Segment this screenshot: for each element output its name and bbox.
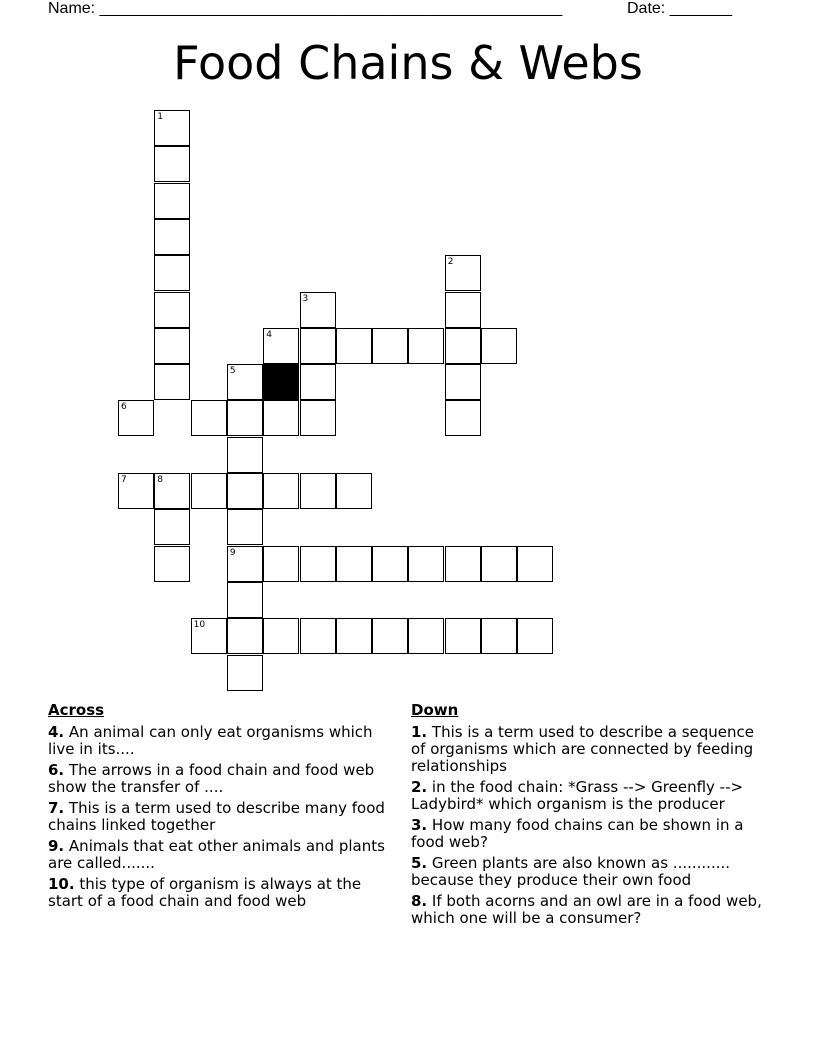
crossword-cell[interactable] — [408, 546, 444, 582]
clue-text: An animal can only eat organisms which live in its.... — [48, 723, 373, 758]
clue-text: This is a term used to describe a sequence of organisms which are connected by feeding relationships — [411, 723, 755, 775]
clue-text: The arrows in a food chain and food web show the transfer of .... — [48, 761, 375, 796]
crossword-cell[interactable] — [445, 400, 481, 436]
crossword-cell[interactable] — [300, 546, 336, 582]
clue-number: 6. — [48, 761, 65, 779]
crossword-cell[interactable] — [300, 400, 336, 436]
crossword-cell[interactable] — [372, 546, 408, 582]
clue-number: 8. — [411, 892, 428, 910]
crossword-cell[interactable] — [118, 400, 154, 436]
crossword-cell[interactable] — [445, 292, 481, 328]
crossword-cell[interactable] — [517, 546, 553, 582]
crossword-cell[interactable] — [445, 618, 481, 654]
cell-number: 5 — [229, 366, 236, 377]
crossword-cell[interactable] — [481, 618, 517, 654]
crossword-cell[interactable] — [154, 473, 190, 509]
down-heading: Down — [411, 701, 459, 719]
cell-number: 3 — [302, 293, 309, 304]
crossword-cell[interactable] — [445, 364, 481, 400]
black-square — [263, 364, 299, 400]
clue-across-10 — [48, 876, 393, 910]
crossword-cell[interactable] — [154, 292, 190, 328]
crossword-cell[interactable] — [191, 473, 227, 509]
crossword-cell[interactable] — [300, 473, 336, 509]
crossword-cell[interactable] — [336, 618, 372, 654]
crossword-cell[interactable] — [336, 473, 372, 509]
clue-number: 7. — [48, 799, 65, 817]
clue-text: this type of organism is always at the start of a food chain and food web — [48, 875, 362, 910]
crossword-cell[interactable] — [300, 328, 336, 364]
clue-number: 2. — [411, 778, 428, 796]
crossword-cell[interactable] — [481, 328, 517, 364]
crossword-cell[interactable] — [227, 655, 263, 691]
crossword-cell[interactable] — [154, 546, 190, 582]
cell-number: 8 — [157, 475, 164, 485]
crossword-cell[interactable] — [336, 328, 372, 364]
clue-number: 1. — [411, 723, 428, 741]
clue-text: How many food chains can be shown in a food web? — [411, 816, 744, 851]
cell-number: 2 — [447, 257, 454, 268]
crossword-cell[interactable] — [227, 437, 263, 473]
crossword-cell[interactable] — [445, 255, 481, 291]
clue-down-1 — [411, 724, 771, 775]
across-heading: Across — [48, 701, 105, 719]
crossword-cell[interactable] — [263, 618, 299, 654]
clue-number: 3. — [411, 816, 428, 834]
name-field[interactable]: Name: ____________________________________________________ — [48, 0, 563, 17]
clue-text: Green plants are also known as ............ because they produce their own food — [411, 854, 731, 889]
crossword-cell[interactable] — [445, 328, 481, 364]
clue-text: This is a term used to describe many food chains linked together — [48, 799, 385, 834]
crossword-cell[interactable] — [227, 582, 263, 618]
crossword-cell[interactable] — [154, 509, 190, 545]
crossword-cell[interactable] — [372, 328, 408, 364]
clue-number: 9. — [48, 837, 65, 855]
crossword-cell[interactable] — [154, 110, 190, 146]
cell-number: 6 — [121, 402, 127, 413]
crossword-cell[interactable] — [481, 546, 517, 582]
clue-text: in the food chain: *Grass --> Greenfly --> Ladybird* which organism is the producer — [411, 778, 744, 813]
clue-number: 10. — [48, 875, 75, 893]
crossword-cell[interactable] — [408, 618, 444, 654]
clue-down-2 — [411, 779, 771, 813]
clue-across-6 — [48, 762, 393, 796]
clue-down-8 — [411, 893, 771, 927]
crossword-cell[interactable] — [517, 618, 553, 654]
cell-number: 7 — [121, 475, 127, 485]
cell-number: 1 — [157, 112, 164, 122]
crossword-cell[interactable] — [263, 328, 299, 364]
down-clues — [411, 702, 771, 931]
cell-number: 4 — [266, 329, 272, 340]
clue-number: 4. — [48, 723, 65, 741]
page-title: Food Chains & Webs — [173, 36, 643, 90]
clue-text: If both acorns and an owl are in a food web, which one will be a consumer? — [411, 892, 762, 927]
clue-across-7 — [48, 800, 393, 834]
crossword-cell[interactable] — [227, 400, 263, 436]
crossword-cell[interactable] — [118, 473, 154, 509]
across-clues — [48, 702, 393, 914]
crossword-cell[interactable] — [154, 364, 190, 400]
clue-down-5 — [411, 855, 771, 889]
crossword-cell[interactable] — [372, 618, 408, 654]
crossword-cell[interactable] — [300, 292, 336, 328]
clue-number: 5. — [411, 854, 428, 872]
crossword-cell[interactable] — [191, 618, 227, 654]
clue-text: Animals that eat other animals and plants are called....... — [48, 837, 385, 872]
clue-across-9 — [48, 838, 393, 872]
crossword-cell[interactable] — [154, 255, 190, 291]
crossword-cell[interactable] — [445, 546, 481, 582]
crossword-cell[interactable] — [300, 618, 336, 654]
crossword-cell[interactable] — [408, 328, 444, 364]
crossword-cell[interactable] — [227, 618, 263, 654]
crossword-cell[interactable] — [263, 546, 299, 582]
crossword-cell[interactable] — [263, 400, 299, 436]
crossword-cell[interactable] — [227, 364, 263, 400]
crossword-cell[interactable] — [263, 473, 299, 509]
crossword-cell[interactable] — [154, 328, 190, 364]
crossword-cell[interactable] — [154, 219, 190, 255]
clue-down-3 — [411, 817, 771, 851]
crossword-cell[interactable] — [227, 473, 263, 509]
clue-across-4 — [48, 724, 393, 758]
crossword-cell[interactable] — [227, 509, 263, 545]
cell-number: 9 — [229, 547, 236, 558]
crossword-cell[interactable] — [191, 400, 227, 436]
crossword-cell[interactable] — [300, 364, 336, 400]
crossword-cell[interactable] — [336, 546, 372, 582]
crossword-cell[interactable] — [154, 183, 190, 219]
cell-number: 10 — [193, 620, 206, 631]
crossword-cell[interactable] — [154, 146, 190, 182]
crossword-cell[interactable] — [227, 546, 263, 582]
date-field[interactable]: Date: _______ — [627, 0, 732, 17]
